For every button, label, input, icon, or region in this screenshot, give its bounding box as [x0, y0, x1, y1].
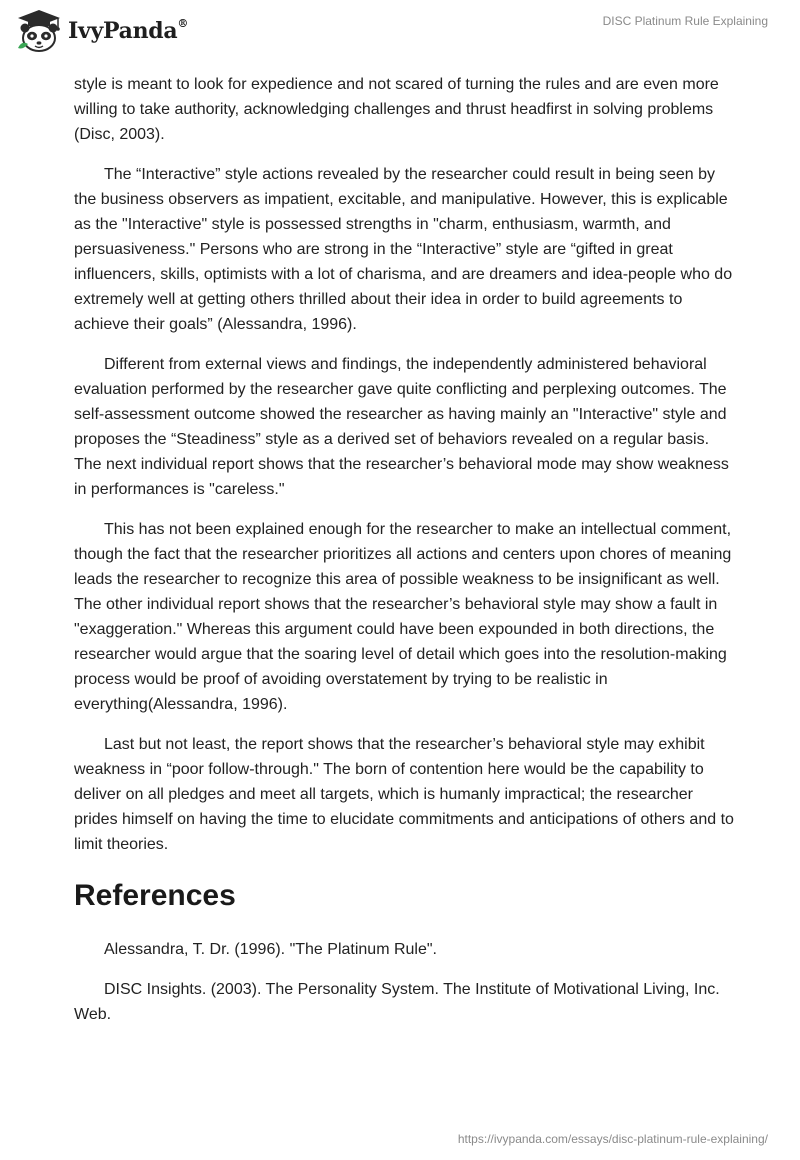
reference-item: Alessandra, T. Dr. (1996). "The Platinum Rule".: [104, 941, 437, 958]
source-url[interactable]: https://ivypanda.com/essays/disc-platinum-rule-explaining/: [457, 1132, 768, 1146]
document-title: DISC Platinum Rule Explaining: [602, 14, 768, 28]
page-header: [0, 0, 800, 62]
paragraph: The “Interactive” style actions revealed by the researcher could result in being seen by the business observers as impatient, excitable, and manipulative. However, this is explicable as the "Interactive" style is possessed strengths in "charm, enthusiasm, warmth, and persuasiveness." Persons who are strong in the “Interactive” style are “gifted in great influencers, skills, optimists with a lot of charisma, and are dreamers and idea-people who do extremely well at getting others thrilled about their idea in order to build agreements to achieve their goals” (Alessandra, 1996).: [74, 166, 733, 333]
paragraph: This has not been explained enough for the researcher to make an intellectual comment, though the fact that the researcher prioritizes all actions and centers upon chores of meaning leads the researcher to recognize this area of possible weakness to be insignificant as well. The other individual report shows that the researcher’s behavioral style may show a fault in "exaggeration." Whereas this argument could have been expounded in both directions, the researcher would argue that the soaring level of detail which goes into the resolution-making process would be proof of avoiding overstatement by trying to be realistic in everything(Alessandra, 1996).: [74, 521, 732, 713]
paragraph: Last but not least, the report shows that the researcher’s behavioral style may exhibit weakness in “poor follow-through." The born of contention here would be the capability to deliver on all pledges and meet all targets, which is humanly impractical; the researcher prides himself on having the time to elucidate commitments and anticipations of others and to limit theories.: [74, 736, 734, 853]
paragraph: Different from external views and findings, the independently administered behavioral evaluation performed by the researcher gave quite conflicting and perplexing outcomes. The self-assessment outcome showed the researcher as having mainly an "Interactive" style and proposes the “Steadiness” style as a derived set of behaviors revealed on a regular basis. The next individual report shows that the researcher’s behavioral mode may show weakness in performances is "careless.": [74, 356, 729, 498]
ivypanda-logo[interactable]: [14, 8, 188, 54]
reference-item: DISC Insights. (2003). The Personality System. The Institute of Motivational Living, Inc. Web.: [74, 981, 720, 1023]
brand-name: IvyPanda®: [68, 16, 189, 44]
panda-mascot-icon: [14, 8, 64, 54]
essay-content: [74, 72, 734, 1042]
references-heading: References: [74, 879, 236, 912]
paragraph-continuation: style is meant to look for expedience and not scared of turning the rules and are even more willing to take authority, acknowledging challenges and thrust headfirst in solving problems (Disc, 2003).: [74, 76, 719, 143]
